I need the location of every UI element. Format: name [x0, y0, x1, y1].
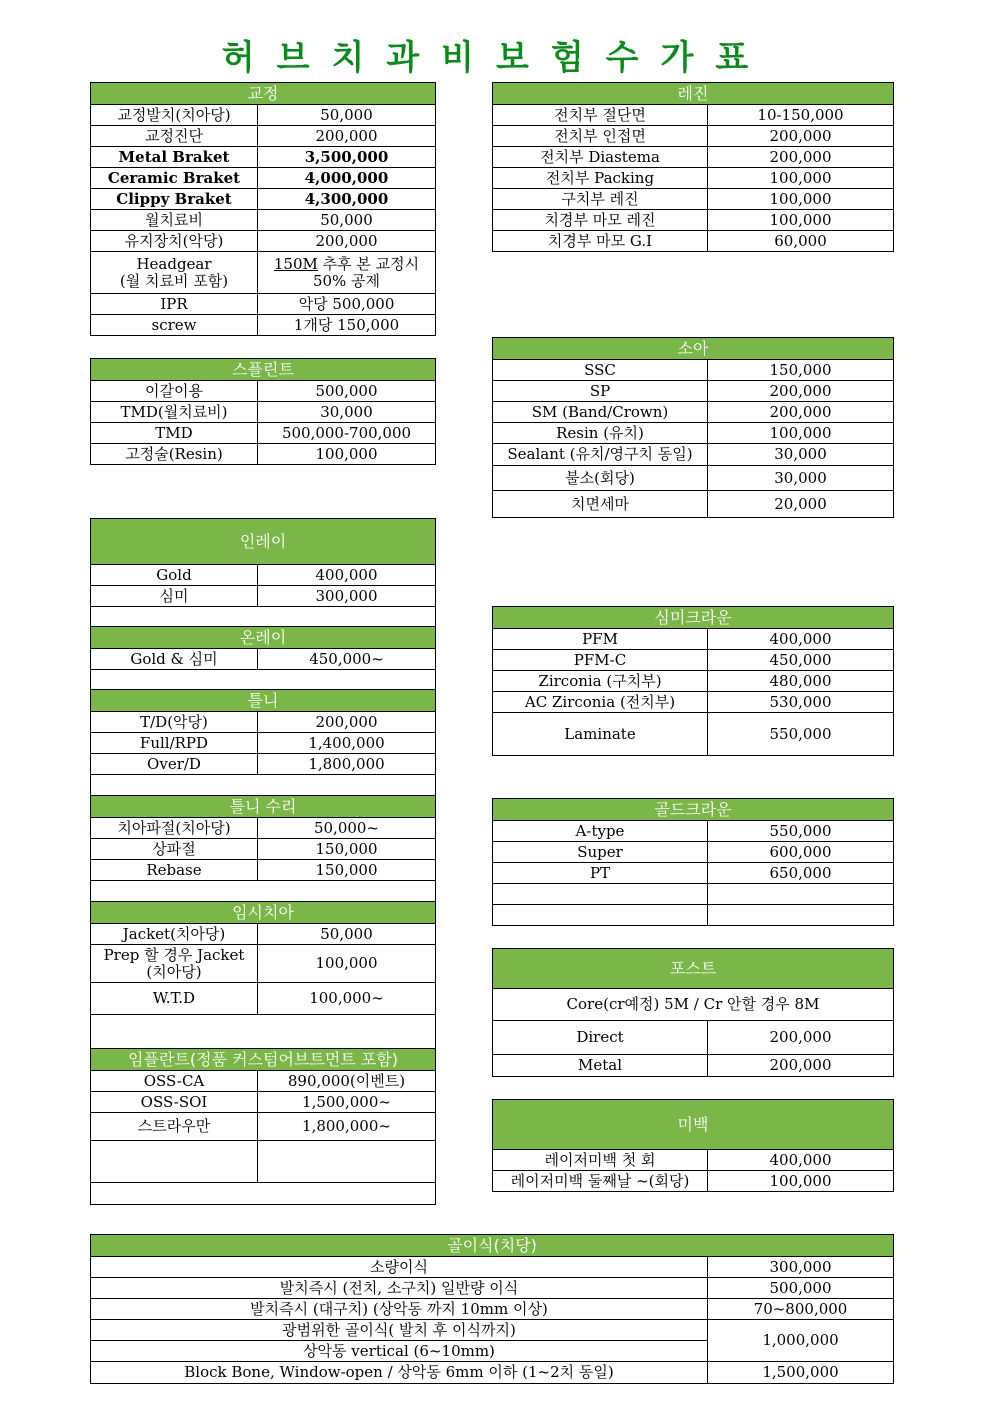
item-label: SSC	[493, 360, 708, 381]
item-price: 100,000	[258, 444, 436, 465]
item-price: 890,000(이벤트)	[258, 1071, 436, 1092]
page-title: 허브치과비보험수가표	[221, 38, 771, 78]
item-price: 550,000	[708, 821, 894, 842]
item-label: 상파절	[91, 839, 258, 860]
item-price: 50,000~	[258, 818, 436, 839]
section-header: 교정	[91, 83, 436, 105]
item-label: OSS-CA	[91, 1071, 258, 1092]
item-price: 150,000	[708, 360, 894, 381]
item-label: Ceramic Braket	[91, 168, 258, 189]
item-label: 전치부 절단면	[493, 105, 708, 126]
item-price: 300,000	[258, 586, 436, 607]
item-label: Zirconia (구치부)	[493, 671, 708, 692]
item-label: 이갈이용	[91, 381, 258, 402]
item-label: 고정술(Resin)	[91, 444, 258, 465]
item-label: TMD	[91, 423, 258, 444]
item-label: 발치즉시 (전치, 소구치) 일반량 이식	[91, 1278, 708, 1299]
item-label: Clippy Braket	[91, 189, 258, 210]
item-label: 치면세마	[493, 491, 708, 518]
item-label: 불소(회당)	[493, 466, 708, 491]
post-core-note: Core(cr예정) 5M / Cr 안할 경우 8M	[493, 989, 894, 1021]
item-label: Block Bone, Window-open / 상악동 6mm 이하 (1~2치 동일)	[91, 1362, 708, 1384]
item-label: 소량이식	[91, 1257, 708, 1278]
item-label: Gold & 심미	[91, 649, 258, 670]
item-label: SP	[493, 381, 708, 402]
item-price: 200,000	[708, 1021, 894, 1055]
item-price: 500,000	[708, 1278, 894, 1299]
splint-table	[90, 358, 436, 465]
section-header: 소아	[493, 338, 894, 360]
item-label: W.T.D	[91, 983, 258, 1015]
item-price: 200,000	[258, 231, 436, 252]
item-label: PFM	[493, 629, 708, 650]
item-label: Laminate	[493, 713, 708, 756]
section-header: 미백	[493, 1100, 894, 1150]
item-label: T/D(악당)	[91, 712, 258, 733]
item-price: 200,000	[708, 402, 894, 423]
item-price: 200,000	[708, 381, 894, 402]
item-price: 50,000	[258, 105, 436, 126]
item-label: Full/RPD	[91, 733, 258, 754]
section-header: 인레이	[91, 519, 436, 565]
item-price: 400,000	[258, 565, 436, 586]
item-price: 550,000	[708, 713, 894, 756]
item-label: Resin (유치)	[493, 423, 708, 444]
item-label: Jacket(치아당)	[91, 924, 258, 945]
item-price: 500,000-700,000	[258, 423, 436, 444]
whitening-table	[492, 1099, 894, 1192]
resin-table	[492, 82, 894, 252]
item-price: 400,000	[708, 1150, 894, 1171]
item-price: 300,000	[708, 1257, 894, 1278]
item-price: 악당 500,000	[258, 294, 436, 315]
item-label: 교정발치(치아당)	[91, 105, 258, 126]
item-price: 100,000	[708, 189, 894, 210]
item-label: SM (Band/Crown)	[493, 402, 708, 423]
item-price: 600,000	[708, 842, 894, 863]
item-price: 400,000	[708, 629, 894, 650]
section-header: 심미크라운	[493, 607, 894, 629]
section-header: 온레이	[91, 627, 436, 649]
item-price: 200,000	[708, 147, 894, 168]
section-header: 틀니	[91, 690, 436, 712]
item-price: 1,000,000	[708, 1320, 894, 1362]
item-label: Metal	[493, 1055, 708, 1077]
aesthetic-crown-table	[492, 606, 894, 756]
item-label: Direct	[493, 1021, 708, 1055]
item-price: 50,000	[258, 210, 436, 231]
item-label: 월치료비	[91, 210, 258, 231]
item-price: 1,400,000	[258, 733, 436, 754]
item-price: 200,000	[708, 1055, 894, 1077]
item-label: 치아파절(치아당)	[91, 818, 258, 839]
section-header: 레진	[493, 83, 894, 105]
item-label: 유지장치(악당)	[91, 231, 258, 252]
item-price: 100,000	[708, 168, 894, 189]
section-header: 임시치아	[91, 902, 436, 924]
item-price: 60,000	[708, 231, 894, 252]
item-label: 전치부 인접면	[493, 126, 708, 147]
item-price: 30,000	[708, 444, 894, 466]
item-price: 500,000	[258, 381, 436, 402]
orthodontics-table	[90, 82, 436, 336]
section-header: 틀니 수리	[91, 796, 436, 818]
item-price: 50,000	[258, 924, 436, 945]
item-price: 3,500,000	[258, 147, 436, 168]
item-label: AC Zirconia (전치부)	[493, 692, 708, 713]
item-price: 20,000	[708, 491, 894, 518]
inlay-table	[90, 518, 436, 1205]
item-price: 1,800,000	[258, 754, 436, 775]
item-label: 치경부 마모 G.I	[493, 231, 708, 252]
item-label: A-type	[493, 821, 708, 842]
item-price: 150,000	[258, 860, 436, 881]
section-header: 임플란트(정품 커스텀어브트먼트 포함)	[91, 1049, 436, 1071]
item-label: TMD(월치료비)	[91, 402, 258, 423]
item-label: IPR	[91, 294, 258, 315]
item-label: 상악동 vertical (6~10mm)	[91, 1341, 708, 1362]
item-price: 100,000~	[258, 983, 436, 1015]
item-price: 100,000	[258, 945, 436, 983]
item-price: 200,000	[258, 126, 436, 147]
section-header: 골드크라운	[493, 799, 894, 821]
item-label: Super	[493, 842, 708, 863]
item-price: 4,300,000	[258, 189, 436, 210]
item-label: 레이저미백 첫 회	[493, 1150, 708, 1171]
headgear-label: Headgear (월 치료비 포함)	[91, 252, 258, 294]
item-price: 30,000	[258, 402, 436, 423]
item-price: 70~800,000	[708, 1299, 894, 1320]
item-label: 스트라우만	[91, 1113, 258, 1141]
item-label: 치경부 마모 레진	[493, 210, 708, 231]
item-price: 4,000,000	[258, 168, 436, 189]
item-label: Gold	[91, 565, 258, 586]
item-price: 650,000	[708, 863, 894, 884]
item-price: 100,000	[708, 210, 894, 231]
item-label: 발치즉시 (대구치) (상악동 까지 10mm 이상)	[91, 1299, 708, 1320]
item-price: 1개당 150,000	[258, 315, 436, 336]
item-price: 10-150,000	[708, 105, 894, 126]
headgear-price: 150M 추후 본 교정시 50% 공제	[258, 252, 436, 294]
prep-jacket-label: Prep 할 경우 Jacket (치아당)	[91, 945, 258, 983]
item-label: PT	[493, 863, 708, 884]
item-price: 1,800,000~	[258, 1113, 436, 1141]
section-header: 스플린트	[91, 359, 436, 381]
item-label: 레이저미백 둘째날 ~(회당)	[493, 1171, 708, 1192]
item-label: Over/D	[91, 754, 258, 775]
item-label: Rebase	[91, 860, 258, 881]
item-label: 교정진단	[91, 126, 258, 147]
item-price: 200,000	[258, 712, 436, 733]
item-label: 전치부 Packing	[493, 168, 708, 189]
item-label: screw	[91, 315, 258, 336]
item-label: 광범위한 골이식( 발치 후 이식까지)	[91, 1320, 708, 1341]
item-price: 530,000	[708, 692, 894, 713]
item-label: 전치부 Diastema	[493, 147, 708, 168]
item-label: PFM-C	[493, 650, 708, 671]
section-header: 골이식(치당)	[91, 1235, 894, 1257]
item-label: Sealant (유치/영구치 동일)	[493, 444, 708, 466]
item-price: 200,000	[708, 126, 894, 147]
item-price: 100,000	[708, 423, 894, 444]
item-price: 30,000	[708, 466, 894, 491]
item-label: OSS-SOI	[91, 1092, 258, 1113]
bone-graft-table	[90, 1234, 894, 1384]
item-label: Metal Braket	[91, 147, 258, 168]
pediatric-table	[492, 337, 894, 518]
post-table	[492, 948, 894, 1077]
section-header: 포스트	[493, 949, 894, 989]
item-price: 100,000	[708, 1171, 894, 1192]
item-label: 심미	[91, 586, 258, 607]
item-label: 구치부 레진	[493, 189, 708, 210]
gold-crown-table	[492, 798, 894, 926]
item-price: 450,000	[708, 650, 894, 671]
item-price: 1,500,000~	[258, 1092, 436, 1113]
item-price: 450,000~	[258, 649, 436, 670]
item-price: 1,500,000	[708, 1362, 894, 1384]
item-price: 150,000	[258, 839, 436, 860]
item-price: 480,000	[708, 671, 894, 692]
